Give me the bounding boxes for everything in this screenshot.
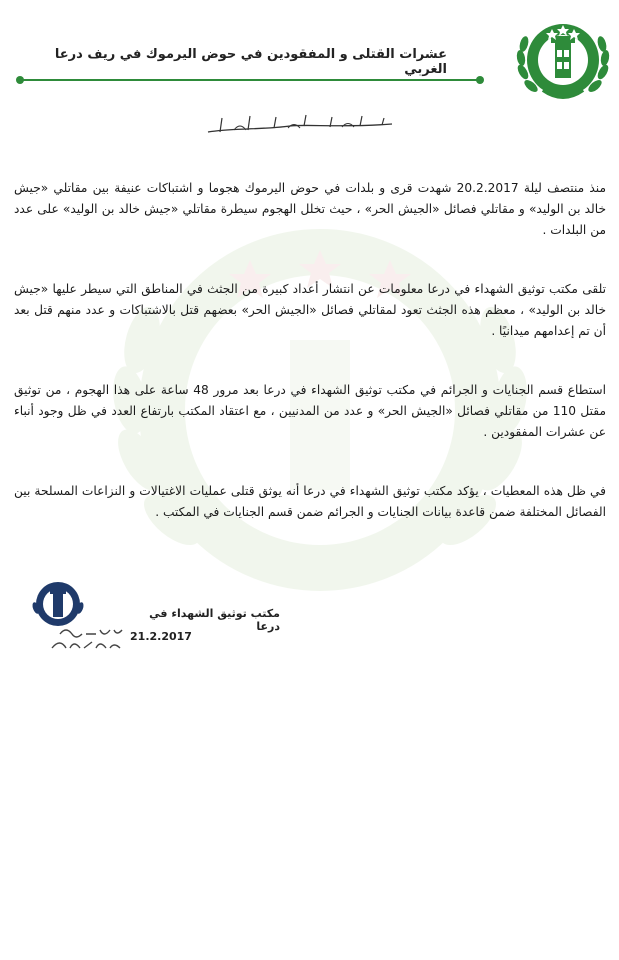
paragraph-1: منذ منتصف ليلة 20.2.2017 شهدت قرى و بلدات في حوض اليرموك هجوما و اشتباكات عنيفة بين مقاتلي «جيش خالد بن الوليد» و مقاتلي فصائل «الجيش الحر» ، حيث تخلل الهجوم سيطرة مقاتلي «جيش خالد بن الوليد» على عدد من البلدات . xyxy=(14,181,606,237)
paragraph-2: تلقى مكتب توثيق الشهداء في درعا معلومات عن انتشار أعداد كبيرة من الجثث في المناطق التي سيطر عليها «جيش خالد بن الوليد» ، معظم هذه الجثث تعود لمقاتلي فصائل «الجيش الحر» بعضهم قتل بالاشتباكات و عدد منهم قتل بعد أن تم إعدامهم ميدانيًا . xyxy=(14,282,606,338)
basmala-calligraphy xyxy=(200,112,400,138)
signature-org-name: مكتب توثيق الشهداء في درعا xyxy=(149,607,280,633)
paragraph-4: في ظل هذه المعطيات ، يؤكد مكتب توثيق الشهداء في درعا أنه يوثق قتلى عمليات الاغتيالات و النزاعات المسلحة بين الفصائل المختلفة ضمن قاعدة بيانات الجنايات و الجرائم ضمن قسم الجنايات في المكتب . xyxy=(14,484,606,519)
paragraph-3: استطاع قسم الجنايات و الجرائم في مكتب توثيق الشهداء في درعا بعد مرور 48 ساعة على هذا الهجوم ، من توثيق مقتل 110 من مقاتلي فصائل «الجيش الحر» و عدد من المدنيين ، مع اعتقاد المكتب بارتفاع العدد في ظل وجود أنباء عن عشرات المفقودين . xyxy=(14,383,606,439)
header xyxy=(0,0,619,112)
signature-date: 21.2.2017 xyxy=(130,630,192,643)
header-divider xyxy=(20,79,480,81)
statement-body xyxy=(14,178,606,561)
page-title: عشرات القتلى و المفقودين في حوض اليرموك في ريف درعا الغربي xyxy=(54,47,447,77)
divider-dot-right xyxy=(476,76,484,84)
daraa-martyrs-logo xyxy=(30,578,126,652)
organization-logo xyxy=(513,10,613,110)
divider-dot-left xyxy=(16,76,24,84)
